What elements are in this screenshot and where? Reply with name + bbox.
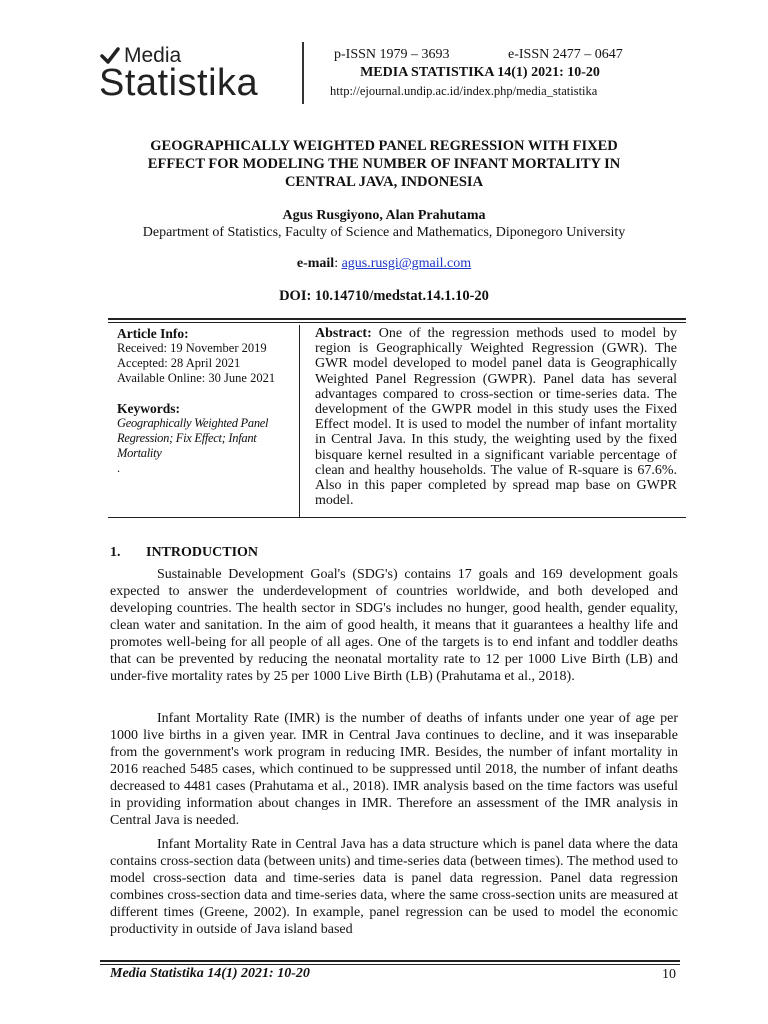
- footer-rule-thin: [100, 964, 680, 965]
- paragraph: Infant Mortality Rate in Central Java has a data structure which is panel data where the data contains cross-section data (between units) and time-series data (between times). The method used to model cross-section data and time-series data is panel data regression. Panel data regression combines cross-section data and time-series data, where the same cross-section units are measured at different times (Greene, 2002). In example, panel regression can be used to model the economic productivity in outside of Java island based: [110, 837, 678, 937]
- received-date: Received: 19 November 2019: [117, 341, 267, 355]
- abstract: [315, 326, 677, 508]
- affiliation: Department of Statistics, Faculty of Science and Mathematics, Diponegoro University: [142, 225, 626, 240]
- keywords-line: Regression; Fix Effect; Infant: [117, 431, 257, 445]
- keywords-line: Geographically Weighted Panel: [117, 416, 269, 430]
- section-number: 1.: [110, 545, 121, 560]
- keywords-heading: Keywords:: [117, 401, 180, 416]
- logo-text-media: Media: [124, 44, 182, 67]
- authors: Agus Rusgiyono, Alan Prahutama: [282, 208, 486, 223]
- footer-citation: Media Statistika 14(1) 2021: 10-20: [110, 966, 310, 981]
- info-box-top-rule: [108, 318, 686, 320]
- keywords-dot: .: [117, 461, 121, 475]
- title-line: CENTRAL JAVA, INDONESIA: [284, 174, 484, 190]
- journal-citation: MEDIA STATISTIKA 14(1) 2021: 10-20: [360, 65, 600, 80]
- abstract-text: One of the regression methods used to model by region is Geographically Weighted Regression (GWR). The GWR model developed to model panel data is Geographically Weighted Panel Regression (GWPR). Panel data has several advantages compared to cross-section or time-series data. The development of the GWPR model in this study uses the Fixed Effect model. It is used to model the number of infant mortality in Central Java. In this study, the weighting used by the fixed bisquare kernel resulted in a significant variable percentage of clean and healthy households. The value of R-square is 67.6%. Also in this paper completed by spread map base on GWPR model.: [315, 326, 678, 509]
- p-issn: p-ISSN 1979 – 3693: [334, 47, 450, 62]
- email-line: e-mail: agus.rusgi@gmail.com: [296, 256, 472, 271]
- keywords-line: Mortality: [117, 446, 162, 460]
- article-info: [117, 326, 292, 476]
- abstract-label: Abstract:: [315, 326, 372, 341]
- info-box-top-rule-thin: [108, 322, 686, 323]
- doi: DOI: 10.14710/medstat.14.1.10-20: [279, 288, 489, 304]
- header-divider: [302, 42, 304, 104]
- section-heading: [110, 545, 258, 561]
- paragraph: Infant Mortality Rate (IMR) is the number of deaths of infants under one year of age per 1000 live births in a given year. IMR in Central Java continues to decline, and it was inseparable from the government's work program in reducing IMR. Besides, the number of infant mortality in 2016 reached 5485 cases, which continued to be suppressed until 2018, the number of infant deaths decreased to 4481 cases (Prahutama et al., 2018). IMR analysis based on the time factors was useful in providing information about changes in IMR. Therefore an assessment of the IMR analysis in Central Java is needed.: [110, 711, 678, 828]
- title-line: EFFECT FOR MODELING THE NUMBER OF INFANT MORTALITY IN: [147, 156, 621, 172]
- accepted-date: Accepted: 28 April 2021: [117, 356, 241, 370]
- section-title: INTRODUCTION: [146, 545, 259, 560]
- journal-url[interactable]: http://ejournal.undip.ac.id/index.php/media_statistika: [330, 84, 598, 98]
- logo-text-statistika: Statistika: [99, 62, 259, 104]
- info-box-bottom-rule: [108, 517, 686, 518]
- footer-rule: [100, 960, 680, 962]
- info-box-divider: [299, 325, 300, 517]
- online-date: Available Online: 30 June 2021: [117, 371, 276, 385]
- paragraph: Sustainable Development Goal's (SDG's) contains 17 goals and 169 development goals expected to answer the underdevelopment of countries worldwide, and both developed and developing countries. The health sector in SDG's includes no hunger, good health, gender equality, clean water and sanitation. In the aim of good health, it means that it guarantees a healthy life and promotes well-being for all people of all ages. One of the targets is to end infant and toddler deaths that can be prevented by reducing the neonatal mortality rate to 12 per 1000 Live Birth (LB) and under-five mortality rates by 25 per 1000 Live Birth (LB) (Prahutama et al., 2018).: [110, 567, 678, 684]
- page-number: 10: [662, 967, 676, 982]
- email-label: e-mail: [296, 256, 335, 271]
- title-line: GEOGRAPHICALLY WEIGHTED PANEL REGRESSION WITH FIXED: [150, 138, 618, 154]
- e-issn: e-ISSN 2477 – 0647: [508, 47, 623, 62]
- paper-title: [100, 137, 668, 191]
- email-link[interactable]: agus.rusgi@gmail.com: [341, 256, 472, 271]
- article-info-heading: Article Info:: [117, 326, 189, 341]
